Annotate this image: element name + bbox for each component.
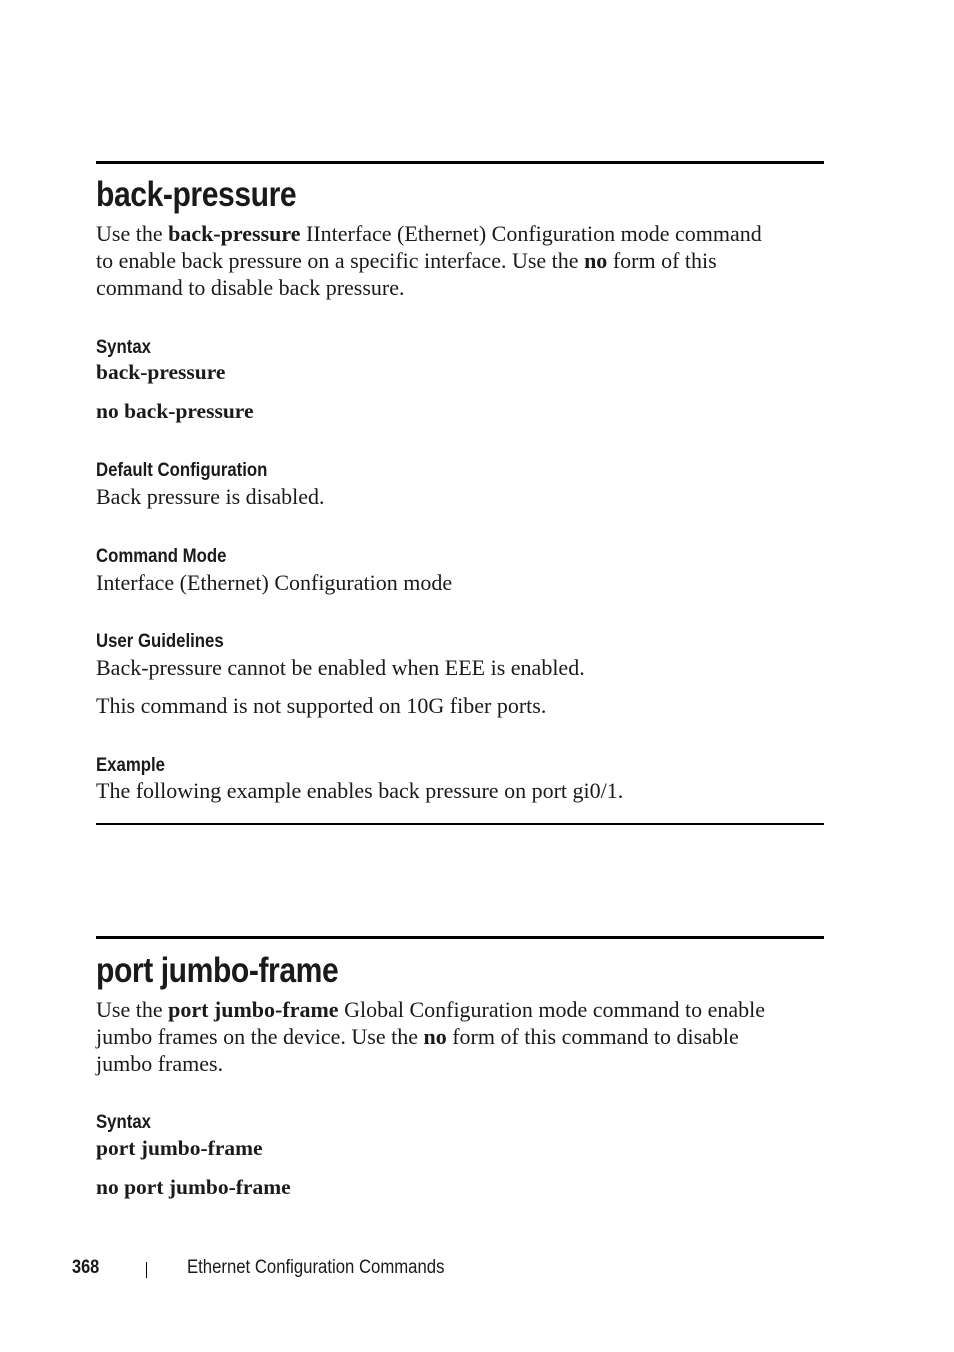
intro-line: to enable back pressure on a specific interface. Use the no form of this [96,248,717,273]
guideline-text: This command is not supported on 10G fiber ports. [96,693,547,718]
section-title: back-pressure [96,175,297,214]
command-mode-heading: Command Mode [96,545,227,567]
section-top-rule [96,161,824,164]
command-mode-text: Interface (Ethernet) Configuration mode [96,570,453,595]
intro-line: jumbo frames. [96,1051,224,1076]
default-config-text: Back pressure is disabled. [96,484,325,509]
chapter-title: Ethernet Configuration Commands [187,1257,445,1278]
syntax-command: port jumbo-frame [96,1136,263,1160]
example-heading: Example [96,754,165,776]
page-number: 368 [72,1257,100,1278]
default-config-heading: Default Configuration [96,459,268,481]
syntax-command: no port jumbo-frame [96,1175,291,1199]
user-guidelines-heading: User Guidelines [96,630,224,652]
syntax-command: back-pressure [96,360,226,384]
footer-divider [146,1262,147,1278]
guideline-text: Back-pressure cannot be enabled when EEE is enabled. [96,655,585,680]
intro-line: Use the port jumbo-frame Global Configuration mode command to enable [96,997,766,1022]
intro-line: Use the back-pressure IInterface (Ethernet) Configuration mode command [96,221,762,246]
section-top-rule [96,936,824,939]
section-title: port jumbo-frame [96,951,339,990]
example-text: The following example enables back pressure on port gi0/1. [96,778,624,803]
syntax-heading: Syntax [96,336,151,358]
syntax-command: no back-pressure [96,399,254,423]
intro-line: command to disable back pressure. [96,275,405,300]
section-bottom-rule [96,823,824,825]
syntax-heading: Syntax [96,1111,151,1133]
intro-line: jumbo frames on the device. Use the no form of this command to disable [96,1024,739,1049]
